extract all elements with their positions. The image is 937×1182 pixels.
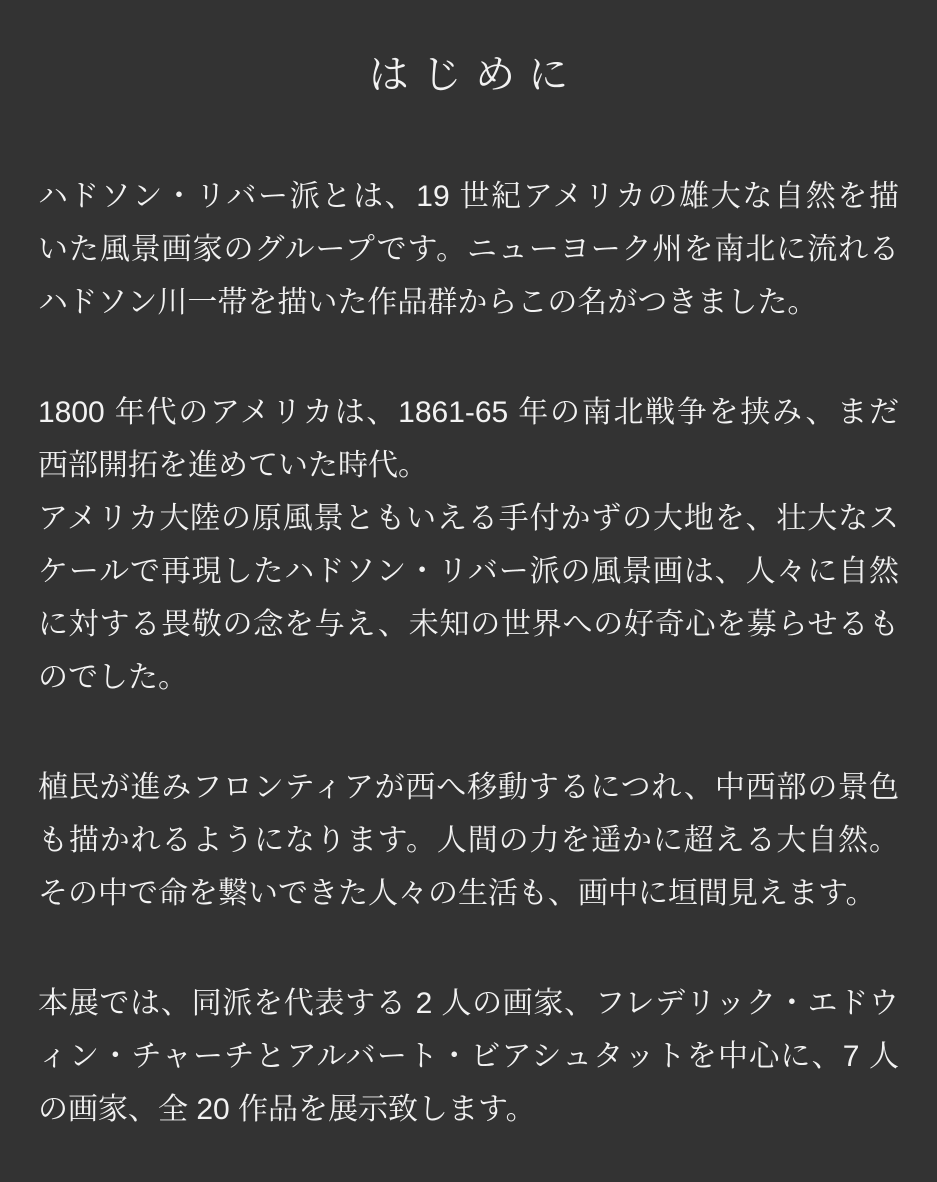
text-line: アメリカ大陸の原風景ともいえる手付かずの大地を、壮大なス [38, 502, 899, 535]
text-line: 1800 年代のアメリカは、1861-65 年の南北戦争を挟み、まだ [38, 396, 899, 429]
intro-body-text [0, 170, 937, 1136]
text-line: いた風景画家のグループです。ニューヨーク州を南北に流れる [38, 233, 899, 266]
text-line: ケールで再現したハドソン・リバー派の風景画は、人々に自然 [38, 555, 899, 588]
text-section [38, 170, 899, 329]
text-line: その中で命を繋いできた人々の生活も、画中に垣間見えます。 [38, 877, 876, 910]
text-line: ハドソン川一帯を描いた作品群からこの名がつきました。 [38, 286, 818, 319]
paragraph [38, 977, 899, 1136]
text-line: ハドソン・リバー派とは、19 世紀アメリカの雄大な自然を描 [38, 180, 899, 213]
text-line: のでした。 [38, 661, 188, 694]
text-line: も描かれるようになります。人間の力を遥かに超える大自然。 [38, 824, 899, 857]
text-section [38, 761, 899, 920]
text-line: 本展では、同派を代表する 2 人の画家、フレデリック・エドウ [38, 987, 899, 1020]
text-line: に対する畏敬の念を与え、未知の世界への好奇心を募らせるも [38, 608, 899, 641]
paragraph [38, 386, 899, 492]
paragraph [38, 492, 899, 704]
text-section [38, 386, 899, 704]
page-title: はじめに [368, 53, 582, 97]
paragraph [38, 170, 899, 329]
paragraph [38, 761, 899, 920]
text-line: の画家、全 20 作品を展示致します。 [38, 1093, 536, 1126]
text-section [38, 977, 899, 1136]
text-line: 西部開拓を進めていた時代。 [38, 449, 428, 482]
text-line: ィン・チャーチとアルバート・ビアシュタットを中心に、7 人 [38, 1040, 899, 1073]
text-line: 植民が進みフロンティアが西へ移動するにつれ、中西部の景色 [38, 771, 899, 804]
